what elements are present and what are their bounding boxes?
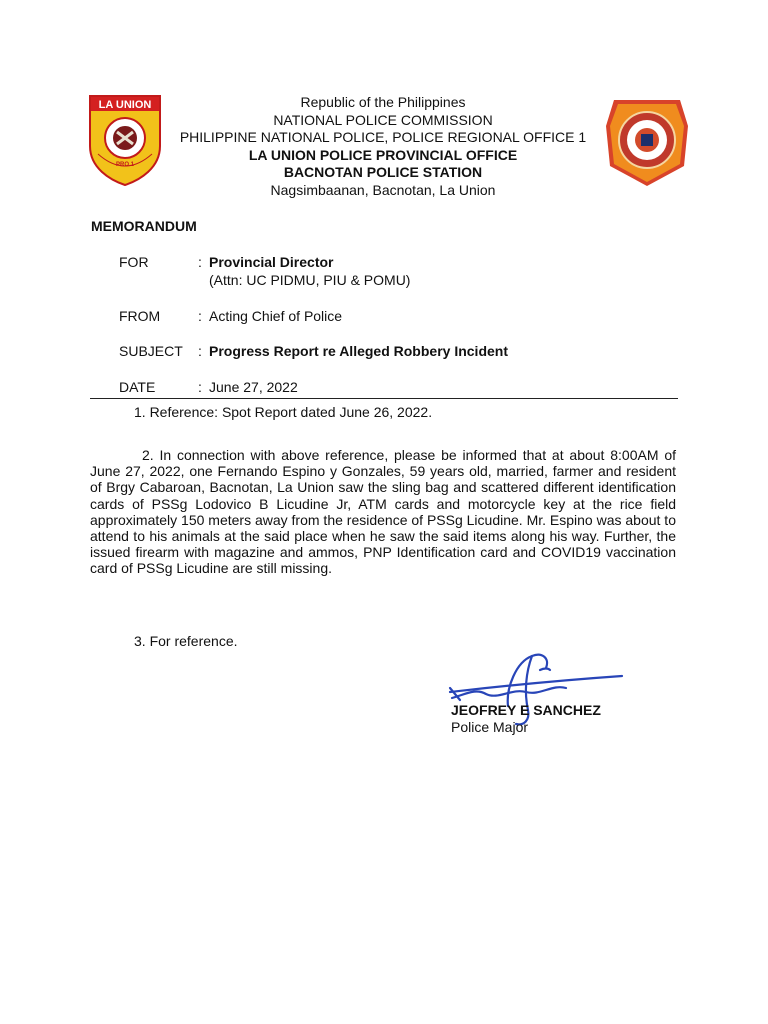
logo-sub-text: PRO 1 — [115, 162, 135, 168]
letterhead — [150, 94, 616, 199]
bacnotan-police-station-seal — [604, 96, 690, 188]
for-value: Provincial Director — [209, 254, 334, 270]
subject-label: SUBJECT — [119, 343, 183, 359]
subject-value: Progress Report re Alleged Robbery Incident — [209, 343, 508, 359]
paragraph-1-text: 1. Reference: Spot Report dated June 26, 2022. — [134, 404, 433, 420]
date-colon: : — [198, 379, 202, 395]
date-label: DATE — [119, 379, 156, 395]
header-provincial-office: LA UNION POLICE PROVINCIAL OFFICE — [248, 146, 518, 163]
paragraph-2-text: 2. In connection with above reference, please be informed that at about 8:00AM of June 27, 2022, one Fernando Espino y Gonzales, 59 years old, married, farmer and resident of Brgy Cabaroan, Bacnotan, La Union saw the sling bag and scattered different identification cards of PSSg Lodovico B Licudine Jr, ATM cards and motorcycle key at the rice field approximately 150 meters away from the residence of PSSg Licudine. Mr. Espino was about to attend to his animals at the said place when he saw the said items along his way. Further, the issued firearm with magazine and ammos, PNP Identification card and COVID19 vaccination card of PSSg Licudine are still missing. — [90, 447, 676, 577]
for-attn: (Attn: UC PIDMU, PIU & POMU) — [209, 272, 411, 288]
subject-colon: : — [198, 343, 202, 359]
from-value: Acting Chief of Police — [209, 308, 343, 324]
header-station: BACNOTAN POLICE STATION — [283, 164, 483, 180]
paragraph-3-text: 3. For reference. — [134, 633, 238, 649]
header-pnp-ro1: PHILIPPINE NATIONAL POLICE, POLICE REGIONAL OFFICE 1 — [179, 129, 587, 145]
paragraph-3 — [90, 633, 676, 649]
date-value: June 27, 2022 — [209, 379, 298, 395]
signatory-rank: Police Major — [451, 719, 529, 735]
header-napolcom: NATIONAL POLICE COMMISSION — [273, 111, 493, 128]
signatory-name: JEOFREY E SANCHEZ — [451, 702, 601, 718]
header-republic: Republic of the Philippines — [300, 94, 466, 110]
for-label: FOR — [119, 254, 149, 270]
paragraph-2 — [90, 447, 676, 577]
from-colon: : — [198, 308, 202, 324]
header-address: Nagsimbaanan, Bacnotan, La Union — [270, 181, 496, 198]
from-label: FROM — [119, 308, 161, 324]
logo-banner-text: LA UNION — [98, 99, 152, 111]
paragraph-1 — [90, 404, 676, 420]
header-divider — [90, 398, 678, 399]
for-colon: : — [198, 254, 202, 270]
memorandum-title: MEMORANDUM — [91, 218, 197, 234]
